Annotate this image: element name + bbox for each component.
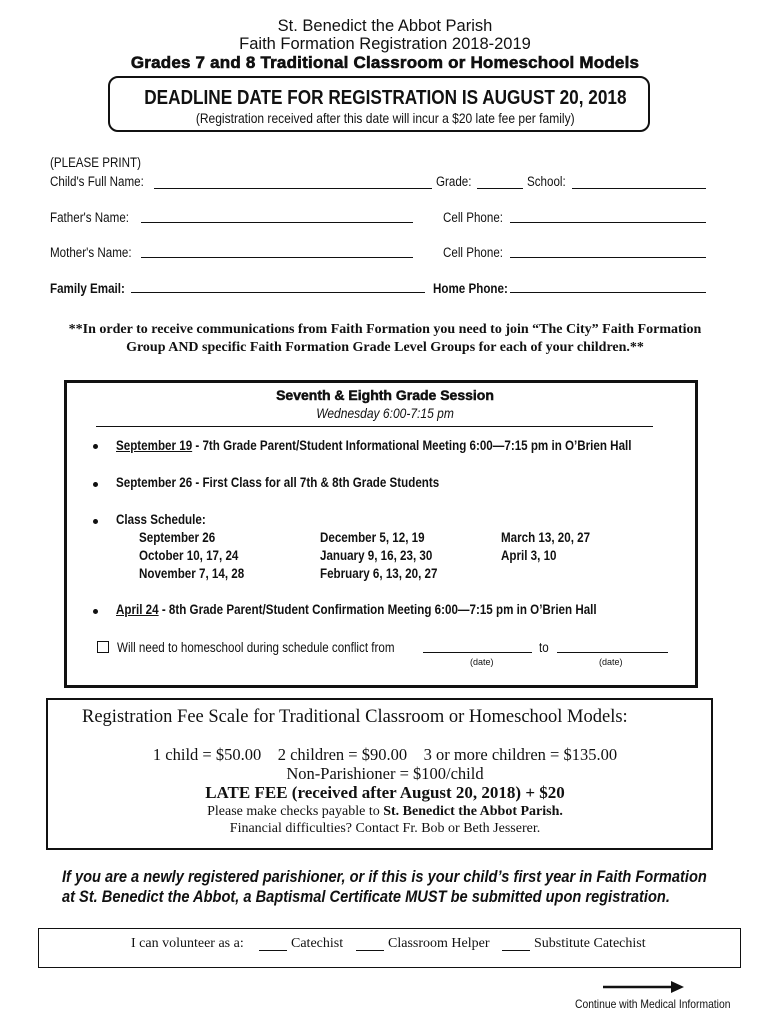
session-time: Wednesday 6:00-7:15 pm [316, 405, 454, 421]
please-print-label: (PLEASE PRINT) [50, 155, 141, 170]
info-meeting-item: September 19 - 7th Grade Parent/Student Informational Meeting 6:00—7:15 pm in O’Brien Hall [116, 438, 632, 453]
schedule-date: September 26 [139, 530, 216, 545]
date-caption: (date) [470, 657, 494, 667]
bullet [93, 519, 98, 524]
homeschool-label: Will need to homeschool during schedule conflict from [117, 640, 395, 655]
deadline-title: DEADLINE DATE FOR REGISTRATION IS AUGUST 20, 2018 [143, 87, 627, 109]
confirmation-meeting-item: April 24 - 8th Grade Parent/Student Confirmation Meeting 6:00—7:15 pm in O’Brien Hall [116, 602, 597, 617]
homeschool-checkbox[interactable] [97, 641, 109, 653]
deadline-note: (Registration received after this date will incur a $20 late fee per family) [195, 110, 575, 126]
family-email-label: Family Email: [50, 281, 125, 296]
schedule-date: February 6, 13, 20, 27 [320, 566, 438, 581]
mother-cell-field[interactable] [510, 257, 706, 258]
schedule-date: March 13, 20, 27 [501, 530, 591, 545]
volunteer-prefix: I can volunteer as a: [131, 936, 244, 951]
schedule-date: April 3, 10 [501, 548, 557, 563]
grades-subtitle: Grades 7 and 8 Traditional Classroom or Homeschool Models [130, 53, 640, 72]
city-notice-line2: Group AND specific Faith Formation Grade Level Groups for each of your children.** [126, 340, 644, 355]
baptism-note-line1: If you are a newly registered parishioner, or if this is your child’s first year in Faith Formation [62, 867, 707, 886]
baptism-note-line2: at St. Benedict the Abbot, a Baptismal Certificate MUST be submitted upon registration. [62, 887, 670, 906]
city-notice-line1: **In order to receive communications from Faith Formation you need to join “The City” Faith Formation [68, 322, 702, 337]
class-schedule-label: Class Schedule: [116, 512, 206, 527]
mother-name-field[interactable] [141, 257, 413, 258]
child-name-label: Child's Full Name: [50, 174, 144, 189]
fee-scale: 1 child = $50.00 2 children = $90.00 3 or more children = $135.00 [152, 745, 618, 764]
date-caption: (date) [599, 657, 623, 667]
home-phone-label: Home Phone: [433, 281, 508, 296]
first-class-item: September 26 - First Class for all 7th & 8th Grade Students [116, 475, 440, 490]
school-label: School: [527, 174, 566, 189]
session-title: Seventh & Eighth Grade Session [276, 387, 494, 403]
home-phone-field[interactable] [510, 292, 706, 293]
father-cell-label: Cell Phone: [443, 210, 504, 225]
schedule-date: January 9, 16, 23, 30 [320, 548, 433, 563]
classroom-helper-blank[interactable] [356, 950, 384, 951]
bullet [93, 444, 98, 449]
schedule-date: October 10, 17, 24 [139, 548, 239, 563]
grade-label: Grade: [436, 174, 472, 189]
father-name-field[interactable] [141, 222, 413, 223]
fee-title: Registration Fee Scale for Traditional Classroom or Homeschool Models: [82, 707, 628, 727]
volunteer-catechist: Catechist [291, 936, 344, 951]
grade-field[interactable] [477, 188, 523, 189]
child-name-field[interactable] [154, 188, 432, 189]
family-email-field[interactable] [131, 292, 425, 293]
homeschool-from-date-field[interactable] [423, 652, 532, 653]
arrow-right-icon [603, 980, 685, 994]
session-divider [96, 426, 653, 427]
school-field[interactable] [572, 188, 706, 189]
financial-difficulties: Financial difficulties? Contact Fr. Bob or Beth Jesserer. [229, 821, 541, 836]
schedule-date: December 5, 12, 19 [320, 530, 425, 545]
substitute-catechist-blank[interactable] [502, 950, 530, 951]
program-title: Faith Formation Registration 2018-2019 [239, 35, 531, 53]
parish-name: St. Benedict the Abbot Parish [277, 17, 493, 35]
schedule-date: November 7, 14, 28 [139, 566, 245, 581]
catechist-blank[interactable] [259, 950, 287, 951]
volunteer-classroom-helper: Classroom Helper [388, 936, 490, 951]
volunteer-substitute-catechist: Substitute Catechist [534, 936, 646, 951]
non-parishioner-fee: Non-Parishioner = $100/child [286, 764, 484, 783]
checks-payable: Please make checks payable to St. Benedict the Abbot Parish. [207, 804, 563, 819]
homeschool-to-date-field[interactable] [557, 652, 668, 653]
mother-name-label: Mother's Name: [50, 245, 132, 260]
bullet [93, 609, 98, 614]
to-label: to [539, 640, 549, 655]
late-fee: LATE FEE (received after August 20, 2018) + $20 [205, 783, 565, 802]
mother-cell-label: Cell Phone: [443, 245, 504, 260]
continue-medical-info: Continue with Medical Information [575, 997, 731, 1011]
father-cell-field[interactable] [510, 222, 706, 223]
father-name-label: Father's Name: [50, 210, 129, 225]
bullet [93, 482, 98, 487]
